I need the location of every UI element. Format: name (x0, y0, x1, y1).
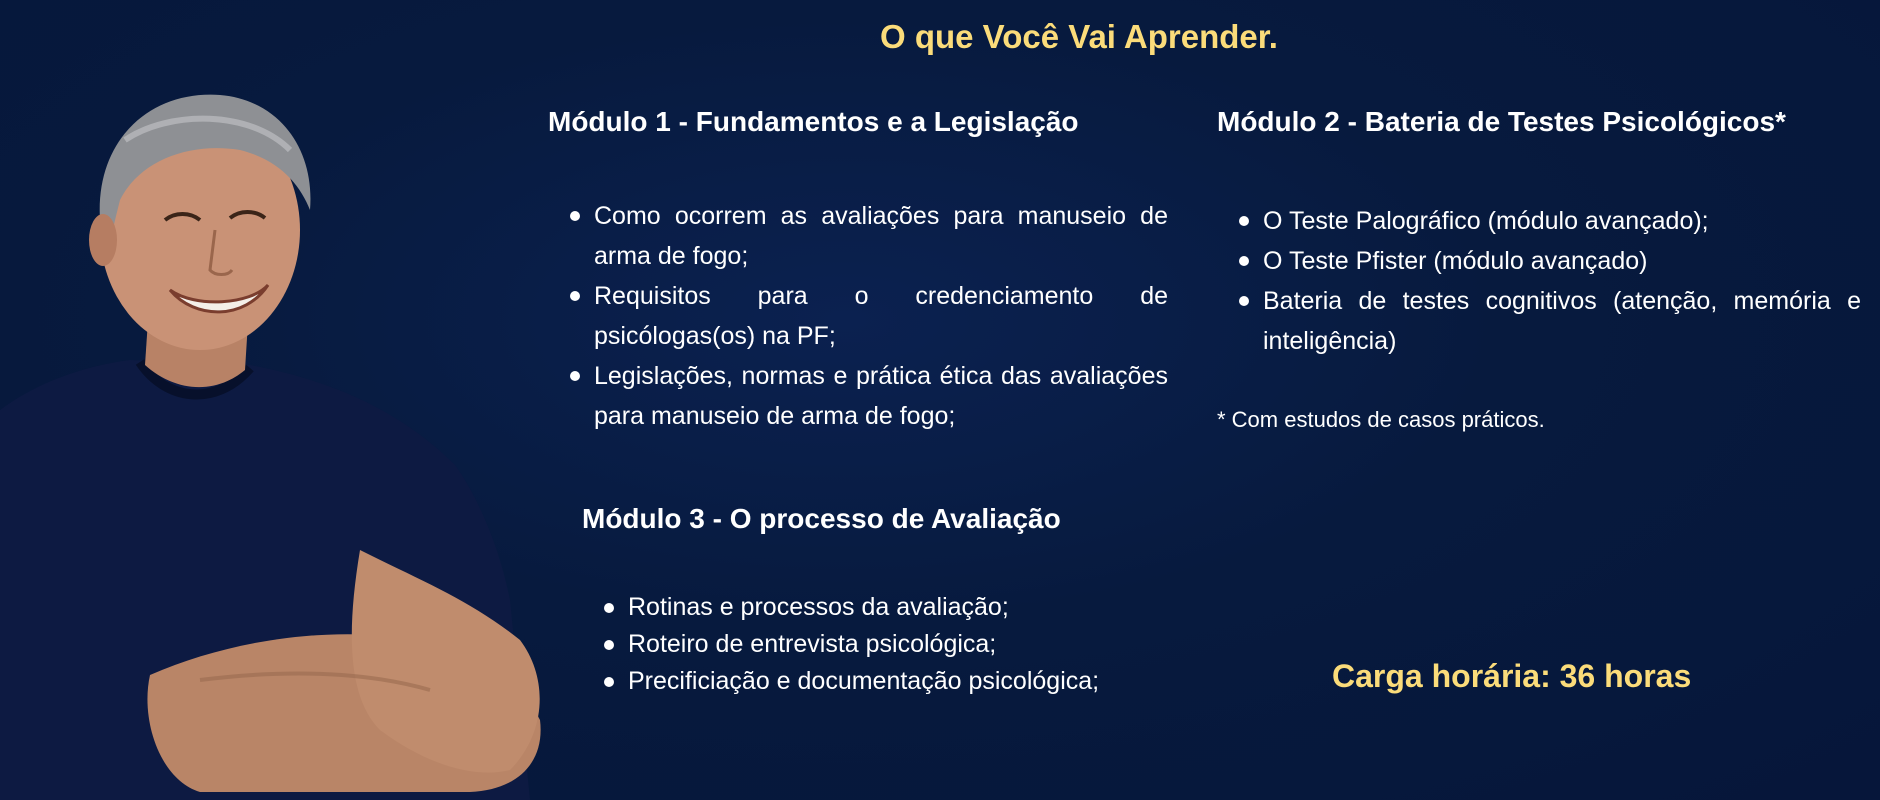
list-item: O Teste Palográfico (módulo avançado); (1233, 201, 1861, 241)
module-3-list (598, 589, 1218, 700)
page-title: O que Você Vai Aprender. (880, 18, 1278, 55)
list-item: Rotinas e processos da avaliação; (598, 589, 1218, 626)
module-1-list (564, 196, 1168, 436)
module-2-title: Módulo 2 - Bateria de Testes Psicológicos* (1217, 106, 1786, 137)
instructor-photo (0, 80, 570, 800)
list-item: Roteiro de entrevista psicológica; (598, 626, 1218, 663)
module-2-list (1233, 201, 1861, 361)
list-item: O Teste Pfister (módulo avançado) (1233, 241, 1861, 281)
list-item: Requisitos para o credenciamento de psicólogas(os) na PF; (564, 276, 1168, 356)
workload-label: Carga horária: 36 horas (1332, 658, 1692, 694)
list-item: Como ocorrem as avaliações para manuseio de arma de fogo; (564, 196, 1168, 276)
list-item: Bateria de testes cognitivos (atenção, memória e inteligência) (1233, 281, 1861, 361)
module-3-title: Módulo 3 - O processo de Avaliação (582, 503, 1061, 534)
module-1-title: Módulo 1 - Fundamentos e a Legislação (548, 106, 1079, 137)
list-item: Legislações, normas e prática ética das avaliações para manuseio de arma de fogo; (564, 356, 1168, 436)
module-2-footnote: * Com estudos de casos práticos. (1217, 407, 1545, 432)
list-item: Precificiação e documentação psicológica; (598, 663, 1218, 700)
